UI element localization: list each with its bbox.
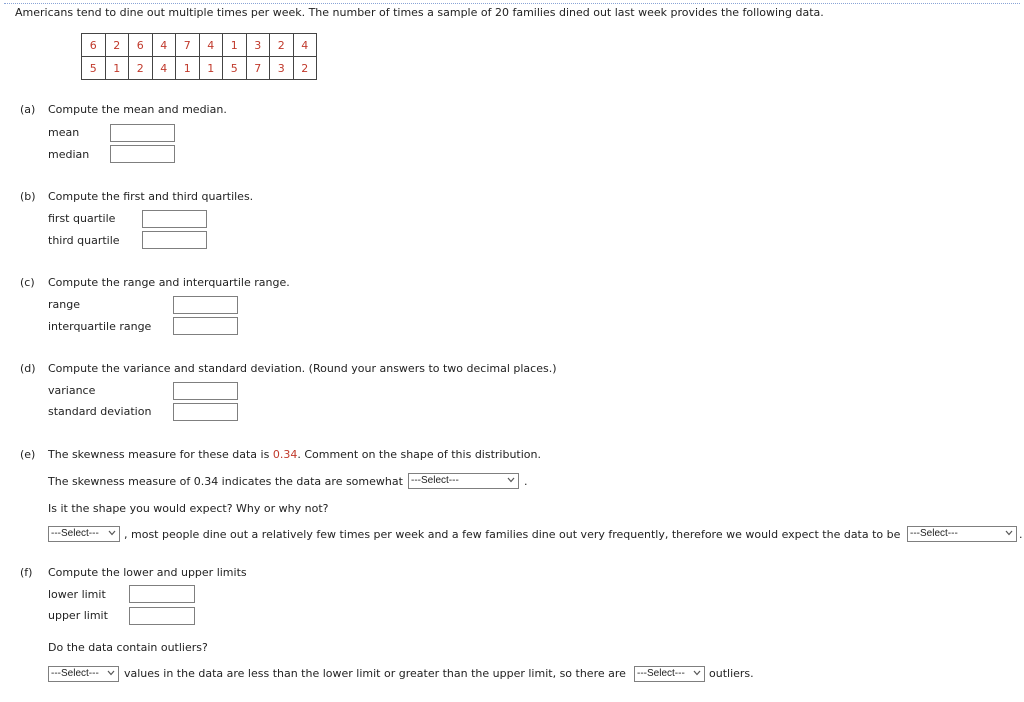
outliers-exist-select[interactable]	[634, 666, 705, 682]
problem-intro: Americans tend to dine out multiple times per week. The number of times a sample of 20 families dined out last week provides the following data.	[15, 6, 824, 19]
part-e-letter: (e)	[20, 448, 36, 461]
first-quartile-input[interactable]	[142, 210, 207, 228]
data-cell: 2	[105, 34, 129, 57]
data-row-2	[82, 57, 317, 80]
data-cell: 1	[223, 34, 247, 57]
expectation-question: Is it the shape you would expect? Why or why not?	[48, 502, 329, 515]
part-e-prompt-before: The skewness measure for these data is	[48, 448, 273, 461]
part-f-letter: (f)	[20, 566, 33, 579]
std-dev-input[interactable]	[173, 403, 238, 421]
data-table	[81, 33, 317, 80]
data-cell: 2	[293, 57, 317, 80]
data-cell: 3	[246, 34, 270, 57]
expectation-period: .	[1019, 528, 1023, 541]
data-cell: 6	[129, 34, 153, 57]
variance-input[interactable]	[173, 382, 238, 400]
select-value: ---Select---	[411, 475, 459, 486]
upper-limit-label: upper limit	[48, 609, 108, 622]
outlier-values-select[interactable]	[48, 666, 119, 682]
data-cell: 1	[176, 57, 200, 80]
iqr-input[interactable]	[173, 317, 238, 335]
lower-limit-input[interactable]	[129, 585, 195, 603]
lower-limit-label: lower limit	[48, 588, 106, 601]
part-b-prompt: Compute the first and third quartiles.	[48, 190, 254, 203]
part-d-letter: (d)	[20, 362, 36, 375]
part-a-prompt: Compute the mean and median.	[48, 103, 227, 116]
range-input[interactable]	[173, 296, 238, 314]
select-value: ---Select---	[910, 528, 958, 539]
data-cell: 5	[223, 57, 247, 80]
data-cell: 1	[199, 57, 223, 80]
median-label: median	[48, 148, 90, 161]
data-row-1	[82, 34, 317, 57]
data-cell: 7	[246, 57, 270, 80]
outliers-text: values in the data are less than the lower limit or greater than the upper limit, so there are	[124, 667, 626, 680]
select-value: ---Select---	[51, 668, 99, 679]
third-quartile-label: third quartile	[48, 234, 120, 247]
data-cell: 4	[293, 34, 317, 57]
upper-limit-input[interactable]	[129, 607, 195, 625]
range-label: range	[48, 298, 80, 311]
top-rule	[4, 3, 1020, 4]
data-cell: 2	[270, 34, 294, 57]
outliers-question: Do the data contain outliers?	[48, 641, 208, 654]
statement-period: .	[524, 475, 528, 488]
select-value: ---Select---	[51, 528, 99, 539]
data-cell: 1	[105, 57, 129, 80]
expectation-text: , most people dine out a relatively few times per week and a few families dine out very frequently, therefore we would expect the data to be	[124, 528, 901, 541]
part-c-prompt: Compute the range and interquartile range.	[48, 276, 290, 289]
data-cell: 2	[129, 57, 153, 80]
chevron-down-icon	[108, 528, 116, 538]
part-d-prompt: Compute the variance and standard deviation. (Round your answers to two decimal places.)	[48, 362, 557, 375]
chevron-down-icon	[1005, 528, 1013, 538]
part-e-prompt-after: . Comment on the shape of this distribution.	[297, 448, 541, 461]
part-e-prompt	[48, 448, 541, 461]
third-quartile-input[interactable]	[142, 231, 207, 249]
std-dev-label: standard deviation	[48, 405, 152, 418]
data-cell: 4	[199, 34, 223, 57]
chevron-down-icon	[507, 475, 515, 485]
data-cell: 4	[152, 57, 176, 80]
data-cell: 4	[152, 34, 176, 57]
outliers-end: outliers.	[709, 667, 754, 680]
iqr-label: interquartile range	[48, 320, 152, 333]
part-a-letter: (a)	[20, 103, 36, 116]
data-cell: 5	[82, 57, 106, 80]
data-cell: 6	[82, 34, 106, 57]
first-quartile-label: first quartile	[48, 212, 116, 225]
select-value: ---Select---	[637, 668, 685, 679]
part-f-prompt: Compute the lower and upper limits	[48, 566, 247, 579]
mean-input[interactable]	[110, 124, 175, 142]
chevron-down-icon	[107, 668, 115, 678]
mean-label: mean	[48, 126, 80, 139]
expected-shape-select[interactable]	[907, 526, 1017, 542]
skewness-statement: The skewness measure of 0.34 indicates the data are somewhat	[48, 475, 403, 488]
median-input[interactable]	[110, 145, 175, 163]
variance-label: variance	[48, 384, 96, 397]
chevron-down-icon	[693, 668, 701, 678]
skewness-value: 0.34	[272, 448, 298, 461]
part-c-letter: (c)	[20, 276, 35, 289]
expectation-select[interactable]	[48, 526, 120, 542]
skewness-shape-select[interactable]	[408, 473, 519, 489]
data-cell: 3	[270, 57, 294, 80]
part-b-letter: (b)	[20, 190, 36, 203]
data-cell: 7	[176, 34, 200, 57]
